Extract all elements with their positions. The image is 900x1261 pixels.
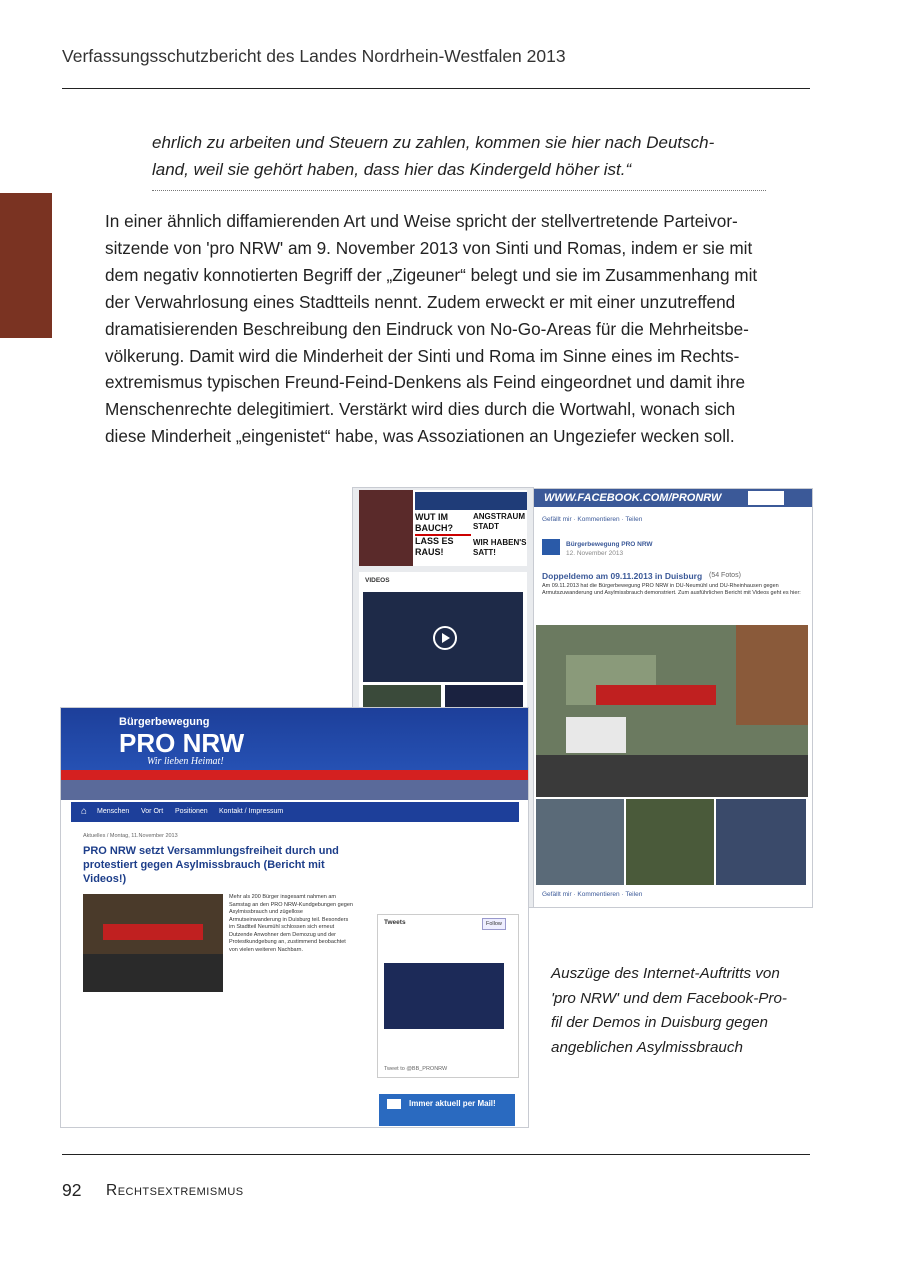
body-line: In einer ähnlich diffamierenden Art und Weise spricht der stellvertretende Parteivor- <box>105 211 738 231</box>
page-avatar <box>542 539 560 555</box>
facebook-banner: WWW.FACEBOOK.COM/PRONRW <box>534 489 812 507</box>
nav-item[interactable]: Positionen <box>175 808 208 815</box>
tweet-photo <box>384 963 504 1029</box>
demo-photo-thumb[interactable] <box>536 799 624 885</box>
quote-dotted-rule <box>152 190 766 191</box>
sign-text: WUT IM BAUCH? <box>415 512 471 536</box>
body-line: der Verwahrlosung eines Stadtteils nennt. Zudem erweckt er mit einer unzutreffend <box>105 291 736 312</box>
post-title[interactable]: Doppeldemo am 09.11.2013 in Duisburg <box>542 571 703 581</box>
demo-photo-thumb[interactable] <box>626 799 714 885</box>
play-icon[interactable] <box>433 626 457 650</box>
article-photo <box>83 894 223 992</box>
chapter-side-tab <box>0 193 52 338</box>
caption-line: fil der Demos in Duisburg gegen <box>551 1014 768 1031</box>
post-date: 12. November 2013 <box>566 550 624 557</box>
body-line: völkerung. Damit wird die Minderheit der Sinti und Roma im Sinne eines im Rechts- <box>105 345 740 366</box>
website-screenshot <box>60 707 529 1128</box>
body-line: sitzende von 'pro NRW' am 9. November 2013 von Sinti und Romas, indem er sie mit <box>105 237 753 258</box>
post-text: Am 09.11.2013 hat die Bürgerbewegung PRO NRW in DU-Neumühl und DU-Rheinhausen gegen Armutszuwanderung und Asylmissbrauch demonstriert. Zum ausführlichen Bericht mit Videos geht es hier: <box>542 583 801 596</box>
nav-item[interactable]: Vor Ort <box>141 808 164 815</box>
tweets-label: Tweets <box>384 919 406 926</box>
demo-photo-thumb[interactable] <box>716 799 806 885</box>
section-name: Rechtsextremismus <box>106 1182 244 1199</box>
running-header: Verfassungsschutzbericht des Landes Nordrhein-Westfalen 2013 <box>62 46 566 66</box>
caption-line: angeblichen Asylmissbrauch <box>551 1038 743 1056</box>
caption-line: Auszüge des Internet-Auftritts von <box>551 965 780 982</box>
site-slogan: Wir lieben Heimat! <box>147 756 224 767</box>
nav-item[interactable]: Menschen <box>97 808 130 815</box>
post-actions-bottom[interactable]: Gefällt mir · Kommentieren · Teilen <box>542 891 643 898</box>
videos-label: VIDEOS <box>365 577 390 584</box>
post-actions[interactable]: Gefällt mir · Kommentieren · Teilen <box>542 516 643 523</box>
post-photo-count: (54 Fotos) <box>709 572 741 579</box>
quote-block <box>152 130 792 183</box>
site-nav <box>71 802 519 822</box>
article-headline[interactable]: PRO NRW setzt Versammlungsfreiheit durch und protestiert gegen Asylmissbrauch (Bericht mit Videos!) <box>83 845 339 885</box>
banner-strip <box>415 492 527 510</box>
newsletter-label: Immer aktuell per Mail! <box>409 1099 496 1108</box>
site-header <box>61 708 528 800</box>
page-number: 92 <box>62 1180 82 1200</box>
article-date: Aktuelles / Montag, 11.November 2013 <box>83 833 178 839</box>
twitter-widget <box>377 914 519 1078</box>
header-rule <box>62 88 810 89</box>
sign-text: ANGSTRAUM STADT <box>473 512 525 531</box>
footer-rule <box>62 1154 810 1155</box>
tweet-to-link[interactable]: Tweet to @BB_PRONRW <box>384 1066 448 1072</box>
site-org: Bürgerbewegung <box>119 716 210 728</box>
demo-photo-main[interactable] <box>536 625 808 797</box>
article-text: Mehr als 200 Bürger insgesamt nahmen am Samstag an den PRO NRW-Kundgebungen gegen Asylmissbrauch und zügellose Armutseinwanderung in Duisburg teil. Besonders im Stadtteil Neumühl schlossen sich erneut Dutzende Anwohner dem Demozug und der Protestkundgebung an, zustimmend beobachtet von vielen weiteren Nachbarn. <box>229 894 353 953</box>
caption-line: 'pro NRW' und dem Facebook-Pro- <box>551 989 787 1007</box>
follow-button[interactable]: Follow <box>482 918 506 930</box>
body-line: dramatisierenden Beschreibung den Eindruck von No-Go-Areas für die Mehrheitsbe- <box>105 318 749 339</box>
site-name: PRO NRW <box>119 728 245 758</box>
newsletter-button[interactable] <box>379 1094 515 1126</box>
body-line: extremismus typischen Freund-Feind-Denkens als Feind eingeordnet und damit ihre <box>105 372 746 393</box>
pro-logo <box>748 491 784 505</box>
body-line: Menschenrechte delegitimiert. Verstärkt wird dies durch die Wortwahl, wonach sich <box>105 399 736 420</box>
sign-text: LASS ES RAUS! <box>415 536 454 557</box>
quote-line: land, weil sie gehört haben, dass hier das Kindergeld höher ist.“ <box>152 159 632 179</box>
video-thumbnail[interactable] <box>363 592 523 682</box>
body-line: diese Minderheit „eingenistet“ habe, was Assoziationen an Ungeziefer wecken soll. <box>105 426 735 447</box>
nav-item[interactable]: Kontakt / Impressum <box>219 808 284 815</box>
page-name[interactable]: Bürgerbewegung PRO NRW <box>566 541 653 548</box>
photo-crowd <box>359 490 413 566</box>
body-paragraph <box>105 208 815 450</box>
home-icon[interactable]: ⌂ <box>81 806 88 817</box>
body-line: dem negativ konnotierten Begriff der „Zigeuner“ belegt und sie im Zusammenhang mit <box>105 264 758 285</box>
facebook-post-screenshot <box>533 488 813 908</box>
quote-line: ehrlich zu arbeiten und Steuern zu zahlen, kommen sie hier nach Deutsch- <box>152 133 715 152</box>
sign-text: WIR HABEN'S SATT! <box>473 538 527 557</box>
protest-signs-image <box>359 490 527 566</box>
mail-icon <box>387 1099 401 1109</box>
figure-caption <box>551 962 813 1060</box>
